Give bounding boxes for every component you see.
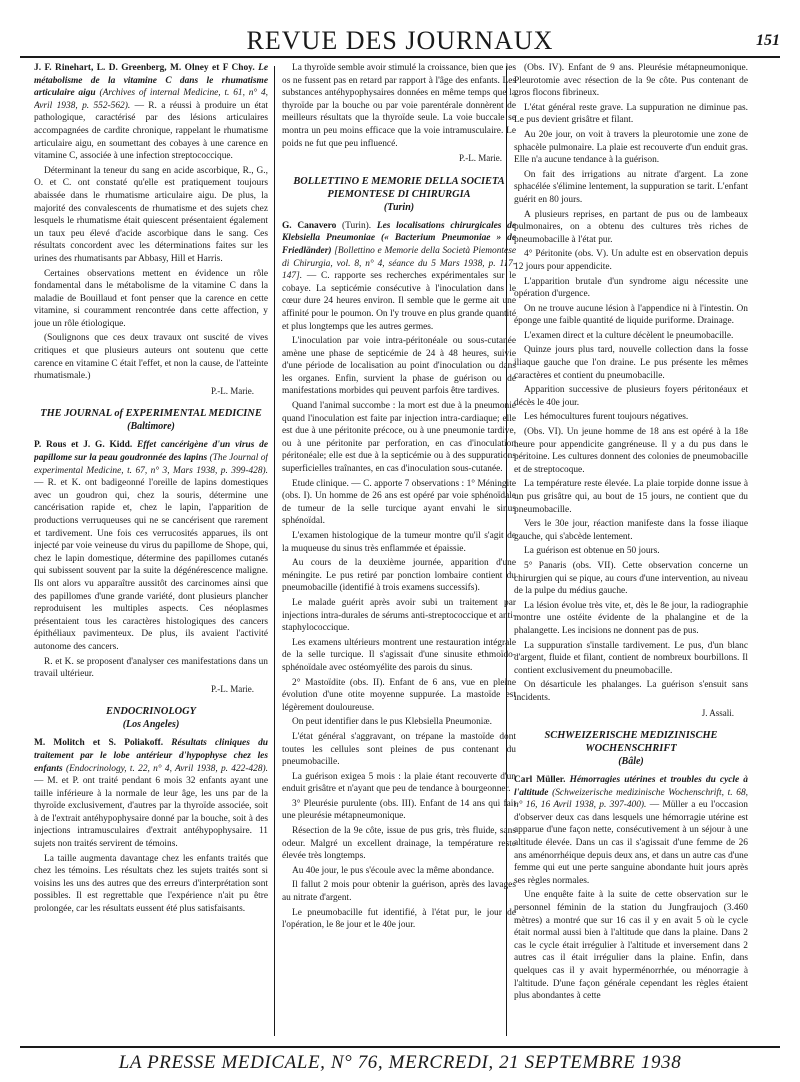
- article-reference: (Endocrinology, t. 22, n° 4, Avril 1938, p. 422-428).: [65, 763, 268, 774]
- article-authors: J. F. Rinehart, L. D. Greenberg, M. Olney et F Choy.: [34, 63, 255, 73]
- article-paragraph: L'apparition brutale d'un syndrome aigu nécessite une opération d'urgence.: [514, 276, 748, 300]
- column-rule-left: [274, 66, 275, 1036]
- article-paragraph: La guérison est obtenue en 50 jours.: [524, 546, 660, 557]
- article-paragraph: — Müller a eu l'occasion d'observer deux cas dans lesquels une hémorragie utérine est apparue d'une façon nette, consécutivement à un séjour à une altitude élevée. Dans un cas il s'agissait d'une femme de 26 ans aménorrhéique depuis deux ans, et dans un autre cas d'une femme qui eut une perte sanguine abondante huit jours après ses règles normales.: [514, 800, 748, 886]
- article-paragraph: La taille augmenta davantage chez les enfants traités que chez les témoins. Les résultats chez les sujets traités sont si voisins les uns des autres que des erreurs d'interprétation sont possibles. Il est regrettable que l'expérience n'ait pu être prolongée, car les résultats eussent été plus satisfaisants.: [34, 853, 268, 915]
- article-paragraph: 5° Panaris (obs. VII). Cette observation concerne un chirurgien qui se pique, au cours d'une intervention, au niveau de la pulpe du médius gauche.: [514, 560, 748, 597]
- column-3: [514, 62, 748, 1042]
- article-molitch: [34, 737, 268, 850]
- article-title: Les localisations chirurgicales de Klebsiella Pneumoniae (« Bacterium Pneumoniae » de Friedländer): [282, 220, 516, 256]
- article-paragraph: Les hémocultures furent toujours négatives.: [524, 412, 689, 423]
- article-paragraph: Il fallut 2 mois pour obtenir la guérison, après des lavages au nitrate d'argent.: [282, 880, 516, 904]
- article-paragraph: Au 20e jour, on voit à travers la pleurotomie une zone de sphacèle pulmonaire. La plaie est recouverte d'un enduit gras. Elle n'a aucune tendance à la guérison.: [514, 129, 748, 166]
- article-paragraph: Certaines observations mettent en évidence un rôle fondamental dans le métabolisme de la vitamine C dans la maladie de Bouillaud et font penser que la carence en cette vitamine, si couramment rencontrée dans cette affection, y joue un rôle étiologique.: [34, 268, 268, 329]
- article-paragraph: Résection de la 9e côte, issue de pus gris, très fluide, sans odeur. Malgré un excellent drainage, la température reste élevée très longtemps.: [282, 826, 516, 862]
- article-paragraph: 4° Péritonite (obs. V). Un adulte est en observation depuis 12 jours pour appendicite.: [514, 249, 748, 272]
- running-title: REVUE DES JOURNAUX: [246, 26, 554, 55]
- article-signature: J. Assali.: [701, 707, 734, 718]
- article-paragraph: Au cours de la deuxième journée, apparition d'une méningite. Le pus retiré par ponction lombaire contient du pneumobacille (identifié à trois examens successifs).: [282, 558, 516, 594]
- article-authors: Carl Müller.: [514, 775, 566, 786]
- footer-issue-line: LA PRESSE MEDICALE, N° 76, MERCREDI, 21 SEPTEMBRE 1938: [118, 1052, 682, 1073]
- article-title: Effet cancérigène d'un virus de papillome sur la peau goudronnée des lapins: [34, 440, 268, 464]
- article-paragraph: 2° Mastoïdite (obs. II). Enfant de 6 ans, vue en pleine évolution d'une otite moyenne suppurée. La mastoïde est légèrement douloureuse.: [282, 677, 516, 713]
- article-canavero: [282, 220, 516, 333]
- page-header: [20, 26, 780, 58]
- article-reference: (Archives of internal Medicine, t. 61, n° 4, Avril 1938, p. 552-562).: [34, 88, 268, 111]
- article-paragraph: Quinze jours plus tard, nouvelle collection dans la fosse iliaque gauche que l'on draine. Le pus présente les mêmes caractères et contient du pneumobacille.: [514, 345, 748, 381]
- article-paragraph: — R. a réussi à produire un état pathologique, caractérisé par des lésions articulaires accompagnées de cardite chronique, rappelant le rhumatisme articulaire aigu, en soumettant des cobayes à une carence en vitamine C, associée à une infection streptococcique.: [34, 100, 268, 162]
- article-paragraph: — R. et K. ont badigeonné l'oreille de lapins domestiques avec un goudron qui, chez la souris, détermine une cancérisation rapide et, chez le lapin, l'apparition de productions verruqueuses qui ne se cancérisent que rarement et tardivement. Une fois ces verrucosités apparues, ils ont injecté par voie veineuse du virus du papillome de Shope, qui, chez le lapin domestique, détermine des papillomes cutanés qui subissent souvent par la suite la dégénérescence maligne. Ils ont alors vu apparaître aussitôt des carcinomes ainsi que des papillomes d'une grande variété, dont plusieurs plancher reproduisent les multiples aspects. Ces néoplasmes présentaient tous les caractères histologiques des cancers épithéliaux pavimenteux. De plus, ils avaient l'activité autonome des cancers.: [34, 478, 268, 652]
- article-muller: [514, 774, 748, 887]
- article-paragraph: R. et K. se proposent d'analyser ces manifestations dans un travail ultérieur.: [34, 656, 268, 680]
- article-paragraph: L'état général s'aggravant, on trépane la mastoïde dont toutes les cellules sont pleines de pus contenant du pneumobacille.: [282, 731, 516, 768]
- article-paragraph: (Obs. VI). Un jeune homme de 18 ans est opéré à la 18e heure pour appendicite gangréneuse. Il y a du pus dans le péritoine. Les cultures donnent des colonies de pneumobacille et de streptocoque.: [514, 427, 748, 475]
- page-footer: [20, 1046, 780, 1078]
- section-heading: [514, 729, 748, 768]
- section-heading: [282, 175, 516, 214]
- article-paragraph: La température reste élevée. La plaie torpide donne issue à un pus grisâtre qui, au bout de 15 jours, ne contient que du pneumobacille.: [514, 479, 748, 515]
- journal-city: (Baltimore): [127, 421, 175, 433]
- article-authors: M. Molitch et S. Poliakoff.: [34, 738, 164, 749]
- article-paragraph: Le pneumobacille fut identifié, à l'état pur, le jour de l'opération, le 8e jour et le 40e jour.: [282, 907, 516, 931]
- article-paragraph: 3° Pleurésie purulente (obs. III). Enfant de 14 ans qui fait une pleurésie métapneumonique.: [282, 798, 516, 822]
- article-title: Le métabolisme de la vitamine C dans le rhumatisme articulaire aigu: [34, 63, 268, 99]
- article-reference: (The Journal of experimental Medicine, t. 67, n° 3, Mars 1938, p. 399-428).: [34, 453, 268, 476]
- article-title: Résultats cliniques du traitement par le lobe antérieur d'hypophyse chez les enfants: [34, 738, 268, 774]
- article-paragraph: Au 40e jour, le pus s'écoule avec la même abondance.: [292, 865, 495, 876]
- journal-city: (Los Angeles): [122, 719, 180, 731]
- article-paragraph: L'examen direct et la culture décèlent le pneumobacille.: [524, 330, 734, 341]
- article-paragraph: Quand l'animal succombe : la mort est due à la pneumonie quand l'inoculation est faite par injection intra-cardiaque; elle est due à une péritonite précoce, ou à une pneumonie tardive, ou à une péritonite par perforation, en cas d'inoculation péritonéale; elle est due à la septicémie ou à des suppurations superficielles traînantes, en cas d'inoculation sous-cutanée.: [282, 401, 516, 475]
- article-paragraph: On fait des irrigations au nitrate d'argent. La zone sphacélée s'élimine lentement, la suppuration se tarit. L'enfant guérit en 80 jours.: [514, 169, 748, 205]
- article-paragraph: La lésion évolue très vite, et, dès le 8e jour, la radiographie montre une ostéite évidente de la phalangine et de la phalangette. Les incisions ne donnent pas de pus.: [514, 600, 748, 636]
- article-paragraph: La guérison exigea 5 mois : la plaie étant recouverte d'un enduit grisâtre et n'ayant que peu de tendance à bourgeonner.: [282, 771, 516, 795]
- article-paragraph: Déterminant la teneur du sang en acide ascorbique, R., G., O. et C. ont constaté qu'elle est pratiquement toujours abaissée dans le rhumatisme articulaire aigu. De plus, la majorité des convalescents de rhumatisme et des sujets chez lesquels le rhumatisme était quiescent présentaient également un taux peu élevé d'acide ascorbique dans le sang. Ces résultats concordent avec les déterminations faites sur les urines des rhumatisants par Abbasy, Hill et Harris.: [34, 165, 268, 264]
- journal-name: THE JOURNAL of EXPERIMENTAL MEDICINE: [40, 408, 262, 420]
- column-2: [282, 62, 516, 1042]
- journal-name: BOLLETTINO E MEMORIE DELLA SOCIETA PIEMONTESE DI CHIRURGIA: [293, 175, 505, 200]
- article-paragraph: On peut identifier dans le pus Klebsiella Pneumoniæ.: [292, 717, 492, 728]
- article-paragraph: Etude clinique. — C. apporte 7 observations : 1° Méningite (obs. I). Un homme de 26 ans est opéré par voie sphénoïdale de tumeur de la selle turcique ayant envahi le sinus sphénoïdal.: [282, 478, 516, 527]
- article-paragraph: Une enquête faite à la suite de cette observation sur le personnel féminin de la station du Jungfraujoch (3.460 mètres) a montré que sur 16 cas il y en avait 5 où le cycle était normal aussi bien à l'altitude que dans la plaine. Dans 2 cas le cycle était irrégulier à l'altitude et inversement dans 2 autres cas il était irrégulier dans la plaine. Enfin, dans quelques cas il y avait hyperménorrhée, ou ménorragie à l'altitude. D'une façon générale cependant les règles étaient plus abondantes à cette: [514, 890, 748, 1002]
- article-paragraph: Apparition successive de plusieurs foyers péritonéaux et décès le 40e jour.: [514, 385, 748, 408]
- section-heading: [34, 705, 268, 731]
- article-rinehart: [34, 62, 268, 163]
- journal-city: (Bâle): [618, 756, 644, 768]
- article-paragraph: Vers le 30e jour, réaction manifeste dans la fosse iliaque gauche, qui s'abcède lentement.: [514, 519, 748, 542]
- article-paragraph: La suppuration s'installe tardivement. Le pus, d'un blanc d'argent, fluide et filant, contient de nombreux bourbillons. Il contient exclusivement du pneumobacille.: [514, 640, 748, 676]
- article-paragraph: L'inoculation par voie intra-péritonéale ou sous-cutanée amène une phase de septicémie de 24 à 48 heures, suivie d'une période de localisation au point d'inoculation ou dans les organes. Enfin, survient la phase de guérison ou de manifestations morbides qui peuvent parfois être tardives.: [282, 336, 516, 397]
- article-paragraph: — C. rapporte ses recherches expérimentales sur le cobaye. La septicémie consécutive à l'inoculation dans le cœur dure 24 heures environ. Il semble que le germe ait une affinité pour le poumon. On l'y trouve en plus grande quantité et plus longtemps que les autres germes.: [282, 271, 516, 332]
- article-paragraph: La thyroïde semble avoir stimulé la croissance, bien que les os ne fussent pas en retard par rapport à l'âge des enfants. Les substances antéhypophysaires données en même temps que la thyroïde par la bouche ou par voie parentérale donnèrent de meilleurs résultats que la thyroïde seule. La voie buccale se montra un peu moins efficace que la voie intramusculaire. Le poids ne fut que peu influencé.: [282, 63, 516, 149]
- article-rous-kidd: [34, 439, 268, 653]
- article-authors: G. Canavero: [282, 220, 337, 231]
- article-authors: P. Rous et J. G. Kidd.: [34, 440, 133, 451]
- article-paragraph: On ne trouve aucune lésion à l'appendice ni à l'intestin. On éponge une faible quantité de liquide puriforme. Drainage.: [514, 303, 748, 327]
- article-signature: P.-L. Marie.: [211, 385, 254, 396]
- article-signature: P.-L. Marie.: [459, 153, 502, 164]
- journal-name: ENDOCRINOLOGY: [105, 706, 197, 718]
- article-reference: [Bollettino e Memorie della Società Piemontese di Chirurgia, vol. 8, n° 4, séance du 5 Mars 1938, p. 117-147].: [282, 245, 516, 282]
- journal-name: SCHWEIZERISCHE MEDIZINISCHE WOCHENSCHRIFT: [544, 730, 718, 755]
- article-signature: P.-L. Marie.: [211, 683, 254, 694]
- author-place: (Turin).: [342, 220, 372, 231]
- article-paragraph: — M. et P. ont traité pendant 6 mois 32 enfants ayant une taille inférieure à la normale de leur âge, les uns par de la thyroïde exclusivement, d'autres par la thyroïde associée, soit à de l'extrait antéhypophysaire donné par la bouche, soit à des injections intramusculaires d'extrait antéhypophysaire. 11 sujets non traités servirent de témoins.: [34, 776, 268, 850]
- page-number: 151: [756, 32, 780, 49]
- article-paragraph: Le malade guérit après avoir subi un traitement par injections intra-durales de sérums anti-streptococcique et anti-staphylococcique.: [282, 597, 516, 634]
- article-paragraph: Les examens ultérieurs montrent une restauration intégrale de la selle turcique. Il s'agissait d'une sinusite ethmoïdo-sphénoïdale avec ostéomyélite des parois du sinus.: [282, 637, 516, 673]
- journal-city: (Turin): [383, 201, 415, 213]
- article-title: Hémorragies utérines et troubles du cycle à l'altitude: [514, 775, 748, 798]
- article-paragraph: (Soulignons que ces deux travaux ont suscité de vives critiques et que plusieurs auteurs ont soutenu que cette carence en vitamine C était l'effet, et non la cause, de l'atteinte rhumatismale.): [34, 333, 268, 382]
- column-1: [34, 62, 268, 1042]
- article-paragraph: L'examen histologique de la tumeur montre qu'il s'agit de la muqueuse du sinus très enflammée et épaissie.: [282, 531, 516, 554]
- section-heading: [34, 407, 268, 433]
- article-paragraph: (Obs. IV). Enfant de 9 ans. Pleurésie métapneumonique. Pleurotomie avec résection de la 9e côte. Pus contenant de gros flocons fibrineux.: [514, 63, 748, 99]
- article-paragraph: L'état général reste grave. La suppuration ne diminue pas. Le pus devient grisâtre et filant.: [514, 102, 748, 126]
- article-paragraph: A plusieurs reprises, en partant de pus ou de lambeaux pulmonaires, on a obtenu des cultures très riches de pneumobacille à l'état pur.: [514, 209, 748, 245]
- article-reference: (Schweizerische medizinische Wochenschrift, t. 68, n° 16, 16 Avril 1938, p. 397-400).: [514, 787, 748, 811]
- article-paragraph: On désarticule les phalanges. La guérison s'ensuit sans incidents.: [514, 680, 748, 703]
